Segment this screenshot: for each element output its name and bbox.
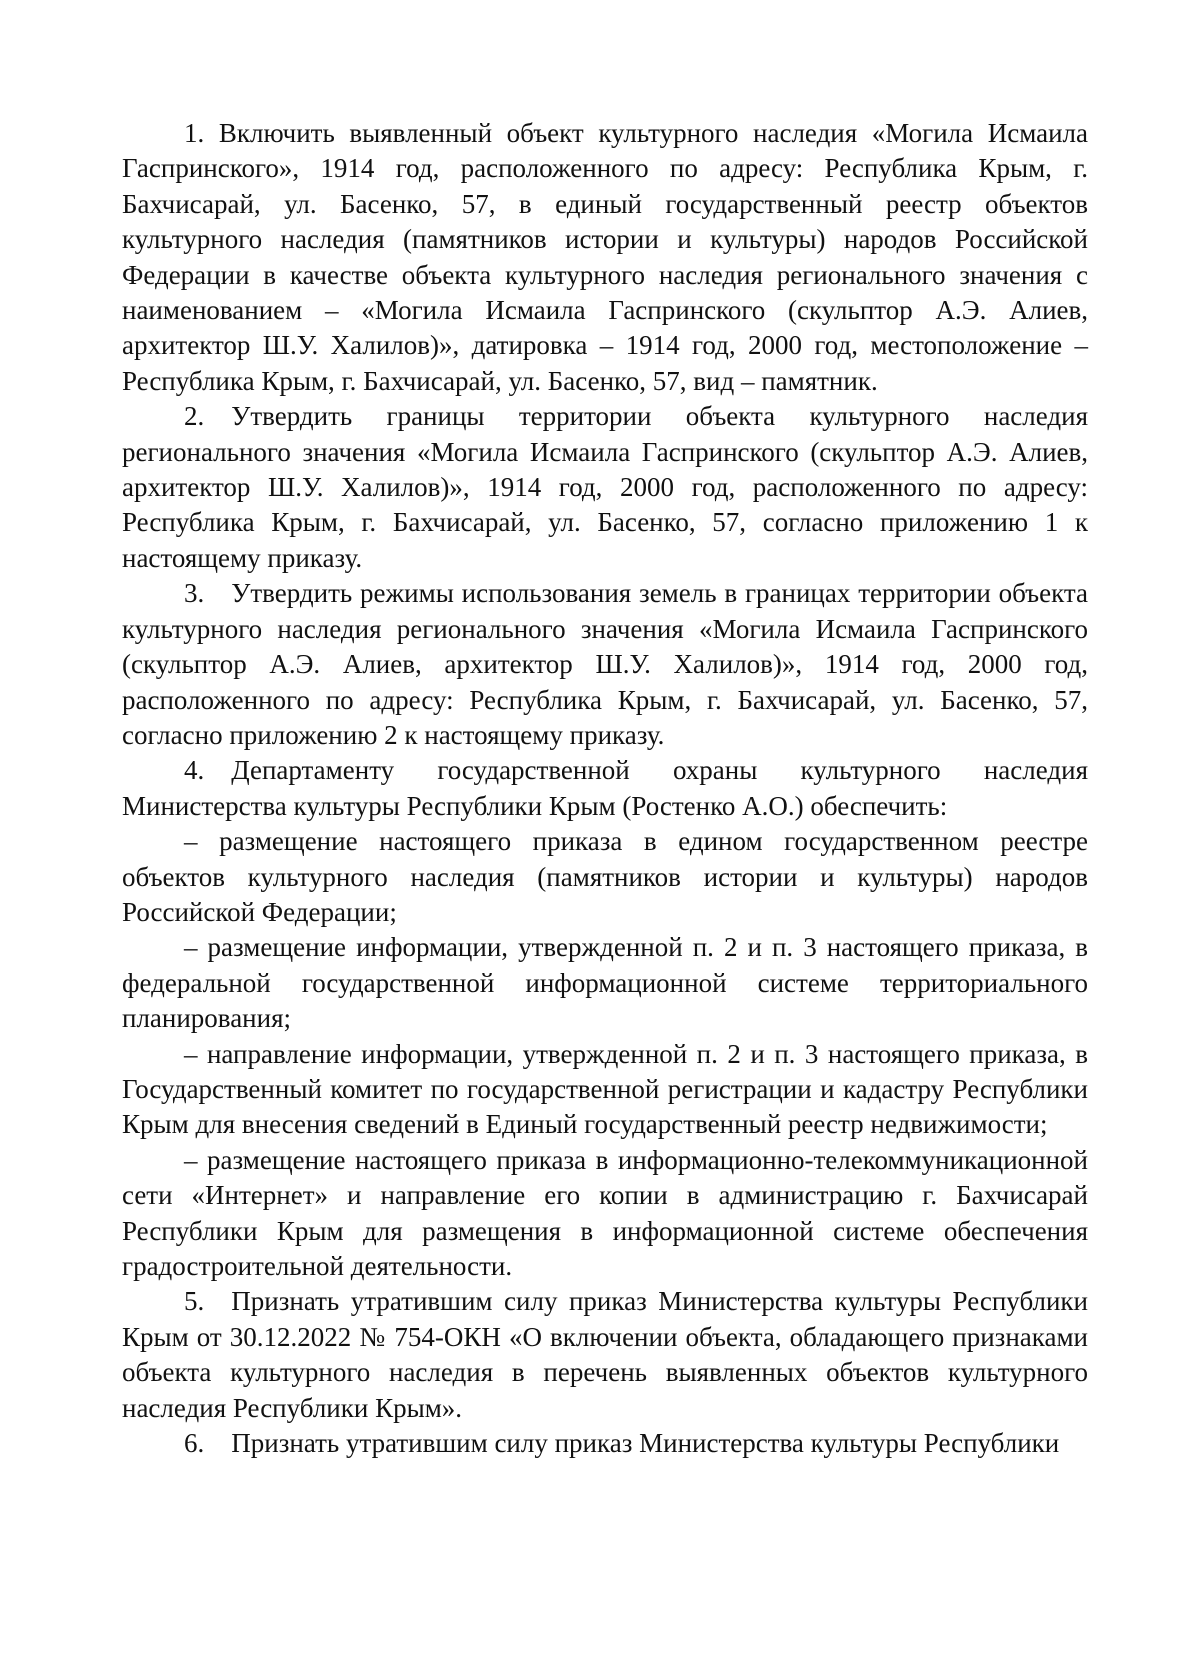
paragraph-item-4: 4. Департаменту государственной охраны культурного наследия Министерства культуры Республики Крым (Ростенко А.О.) обеспечить: [122,755,1088,821]
paragraph-item-1: 1. Включить выявленный объект культурного наследия «Могила Исмаила Гаспринского», 1914 год, расположенного по адресу: Республика Крым, г. Бахчисарай, ул. Басенко, 57, в единый государственный реестр объектов культурного наследия (памятников истории и культуры) народов Российской Федерации в качестве объекта культурного наследия регионального значения с наименованием – «Могила Исмаила Гаспринского (скульптор А.Э. Алиев, архитектор Ш.У. Халилов)», датировка – 1914 год, 2000 год, местоположение – Республика Крым, г. Бахчисарай, ул. Басенко, 57, вид – памятник. [122,118,1088,396]
paragraph-dash-goskomregistr: – направление информации, утвержденной п. 2 и п. 3 настоящего приказа, в Государственный комитет по государственной регистрации и кадастру Республики Крым для внесения сведений в Единый государственный реестр недвижимости; [122,1038,1088,1140]
paragraph-item-3: 3. Утвердить режимы использования земель в границах территории объекта культурного наследия регионального значения «Могила Исмаила Гаспринского (скульптор А.Э. Алиев, архитектор Ш.У. Халилов)», 1914 год, 2000 год, расположенного по адресу: Республика Крым, г. Бахчисарай, ул. Басенко, 57, согласно приложению 2 к настоящему приказу. [122,578,1088,750]
paragraph-dash-fgis: – размещение информации, утвержденной п. 2 и п. 3 настоящего приказа, в федеральной государственной информационной системе территориального планирования; [122,932,1088,1034]
document-body [122,116,1088,1461]
paragraph-item-2: 2. Утвердить границы территории объекта культурного наследия регионального значения «Могила Исмаила Гаспринского (скульптор А.Э. Алиев, архитектор Ш.У. Халилов)», 1914 год, 2000 год, расположенного по адресу: Республика Крым, г. Бахчисарай, ул. Басенко, 57, согласно приложению 1 к настоящему приказу. [122,401,1088,573]
paragraph-dash-internet: – размещение настоящего приказа в информационно-телекоммуникационной сети «Интернет» и направление его копии в администрацию г. Бахчисарай Республики Крым для размещения в информационной системе обеспечения градостроительной деятельности. [122,1144,1088,1281]
paragraph-dash-registry: – размещение настоящего приказа в едином государственном реестре объектов культурного наследия (памятников истории и культуры) народов Российской Федерации; [122,826,1088,927]
paragraph-item-6: 6. Признать утратившим силу приказ Министерства культуры Республики [184,1428,1060,1459]
paragraph-item-5: 5. Признать утратившим силу приказ Министерства культуры Республики Крым от 30.12.2022 № 754-ОКН «О включении объекта, обладающего признаками объекта культурного наследия в перечень выявленных объектов культурного наследия Республики Крым». [122,1286,1088,1423]
